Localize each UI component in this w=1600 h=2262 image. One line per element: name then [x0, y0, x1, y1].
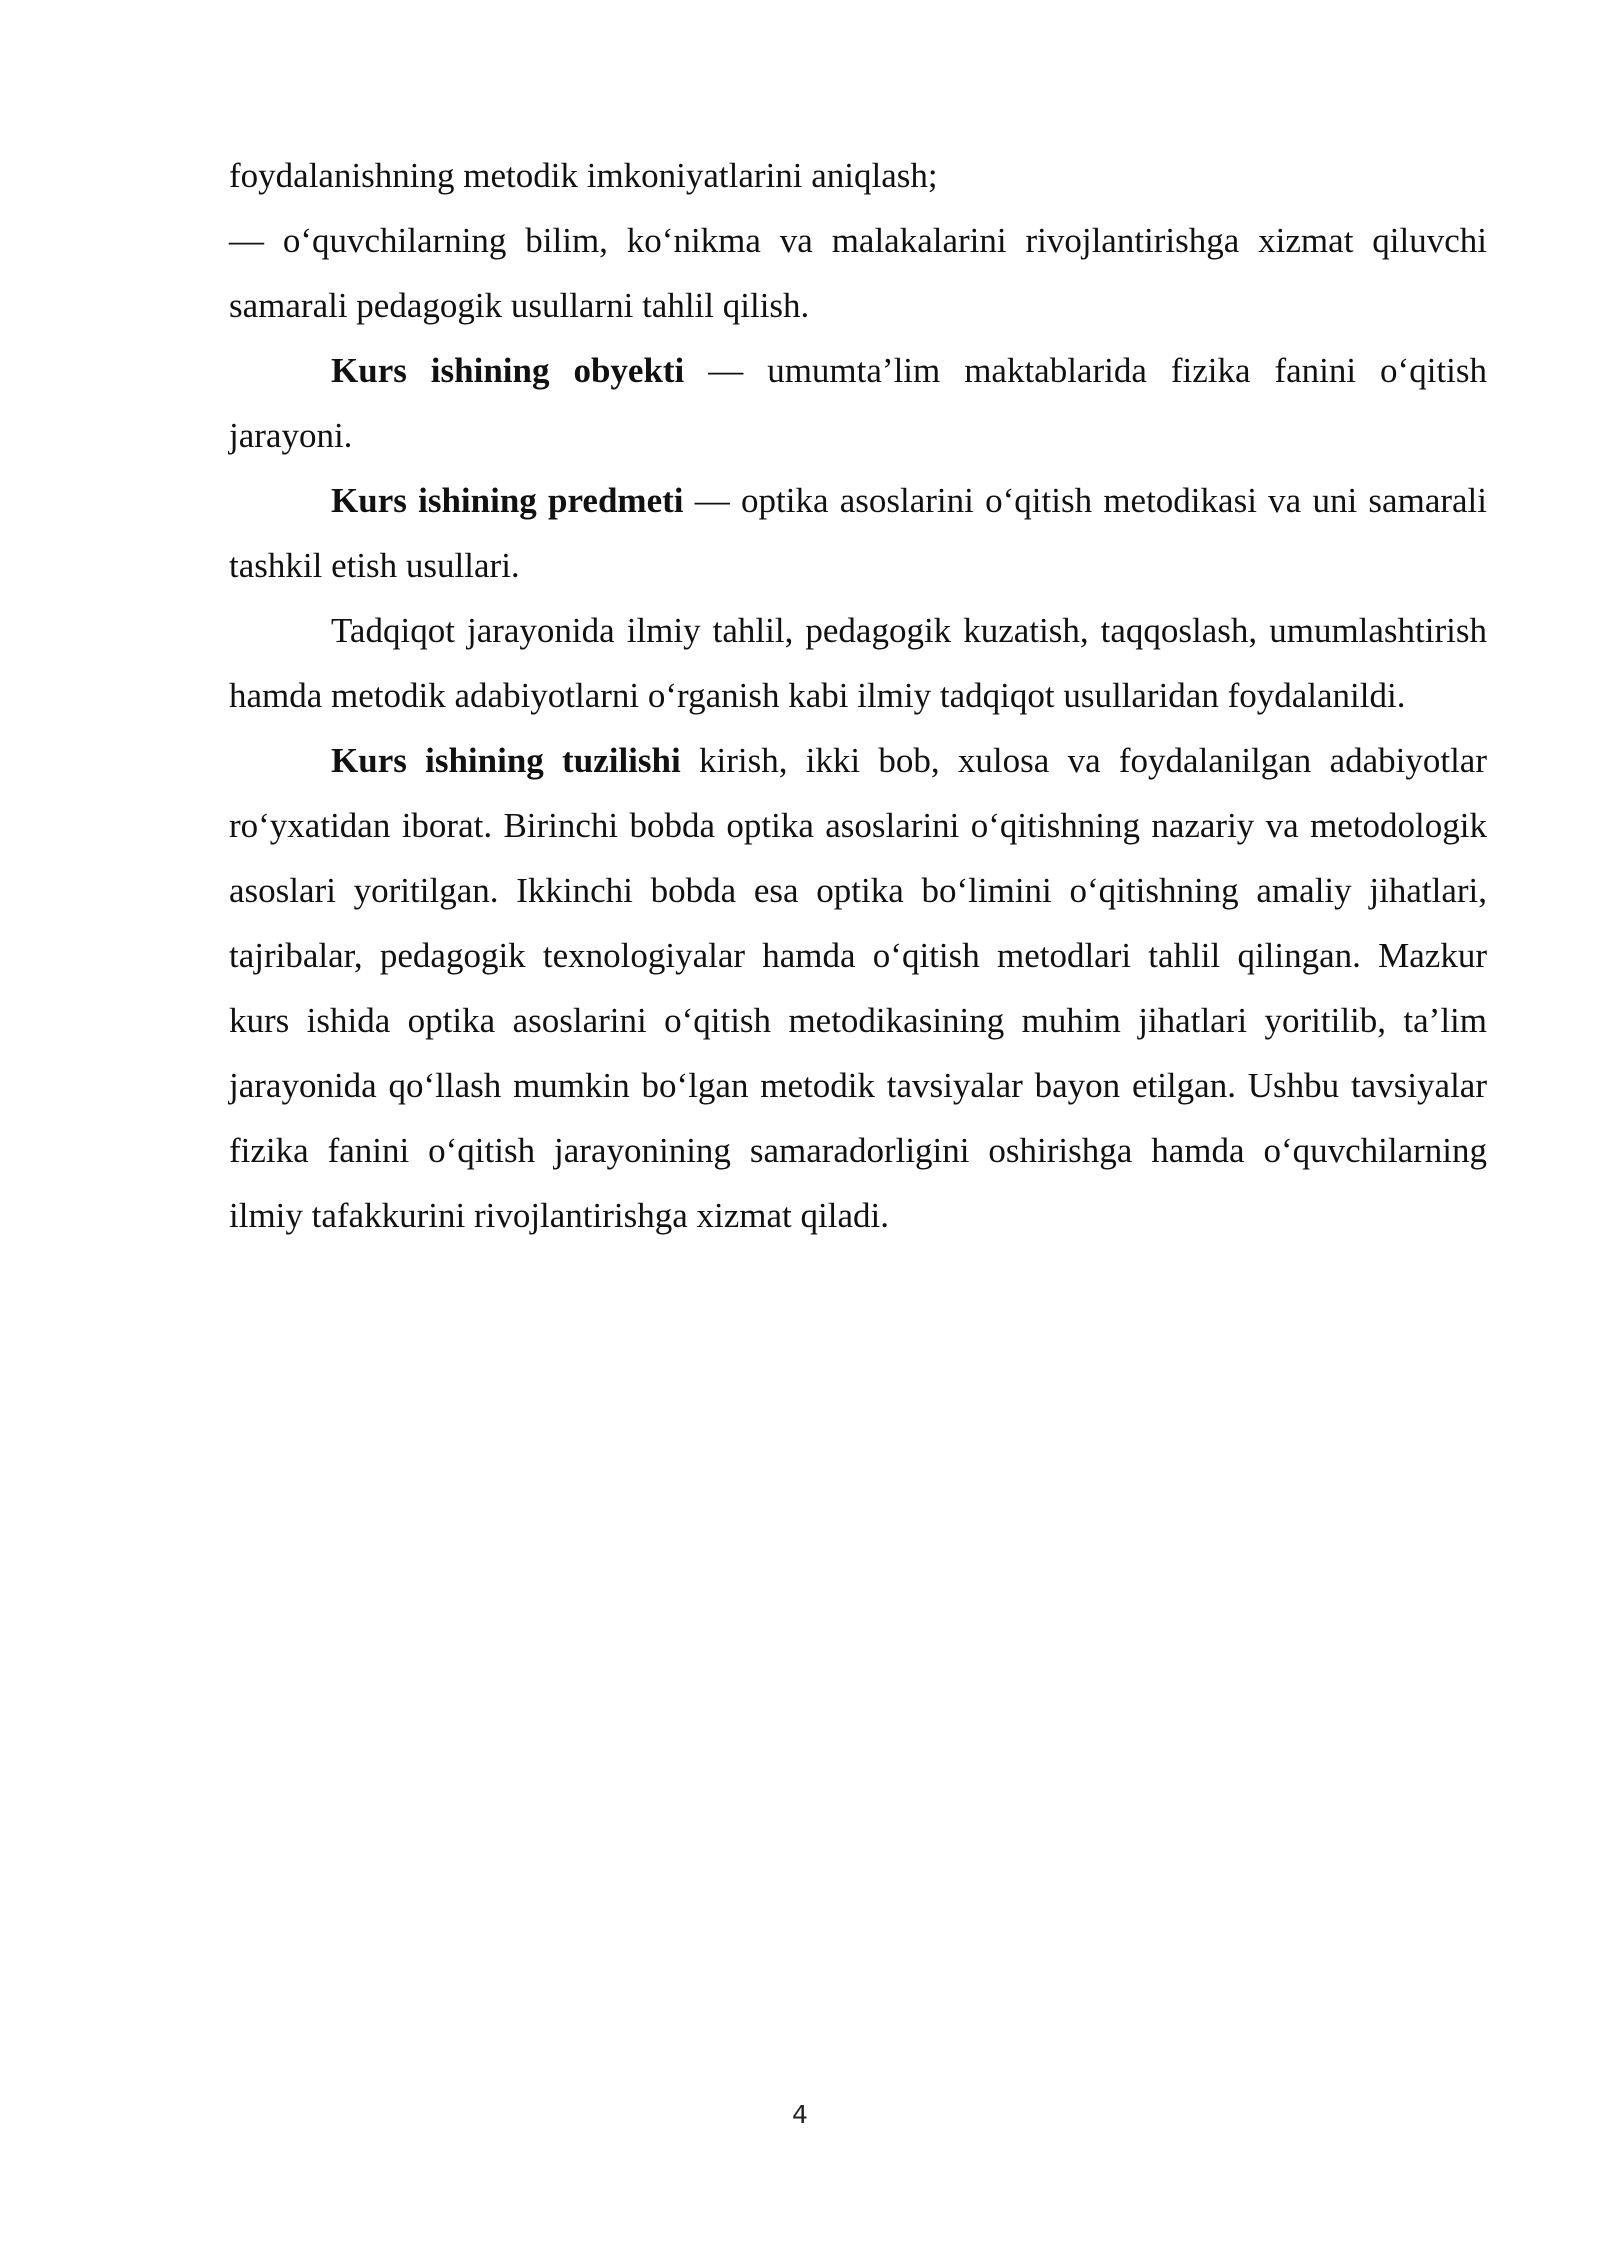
paragraph-lead-term: Kurs ishining tuzilishi — [331, 741, 681, 780]
paragraph-text: — optika asoslarini o‘qitish metodikasi va uni samarali tashkil etish usullari. — [229, 481, 1487, 585]
paragraph-structure — [229, 728, 1487, 1248]
paragraph-text: foydalanishning metodik imkoniyatlarini aniqlash; — [229, 156, 938, 195]
paragraph-text: — o‘quvchilarning bilim, ko‘nikma va malakalarini rivojlantirishga xizmat qiluvchi samarali pedagogik usullarni tahlil qilish. — [229, 221, 1487, 325]
paragraph-aim-item — [229, 208, 1487, 338]
page-number: 4 — [792, 2100, 808, 2129]
paragraph-text: Tadqiqot jarayonida ilmiy tahlil, pedagogik kuzatish, taqqoslash, umumlashtirish hamda metodik adabiyotlarni o‘rganish kabi ilmiy tadqiqot usullaridan foydalanildi. — [229, 611, 1487, 715]
paragraph-text: kirish, ikki bob, xulosa va foydalanilgan adabiyotlar ro‘yxatidan iborat. Birinchi bobda optika asoslarini o‘qitishning nazariy va metodologik asoslari yoritilgan. Ikkinchi bobda esa optika bo‘limini o‘qitishning amaliy jihatlari, tajribalar, pedagogik texnologiyalar hamda o‘qitish metodlari tahlil qilingan. Mazkur kurs ishida optika asoslarini o‘qitish metodikasining muhim jihatlari yoritilib, ta’lim jarayonida qo‘llash mumkin bo‘lgan metodik tavsiyalar bayon etilgan. Ushbu tavsiyalar fizika fanini o‘qitish jarayonining samaradorligini oshirishga hamda o‘quvchilarning ilmiy tafakkurini rivojlantirishga xizmat qiladi. — [229, 741, 1488, 1235]
document-body — [229, 143, 1487, 1248]
paragraph-text: — umumta’lim maktablarida fizika fanini o‘qitish jarayoni. — [229, 351, 1487, 455]
paragraph-object — [229, 338, 1487, 468]
paragraph-lead-term: Kurs ishining obyekti — [331, 351, 685, 390]
paragraph-lead-term: Kurs ishining predmeti — [331, 481, 684, 520]
paragraph-subject — [229, 468, 1487, 598]
paragraph-aims-continued — [229, 143, 1487, 208]
paragraph-methods — [229, 598, 1487, 728]
